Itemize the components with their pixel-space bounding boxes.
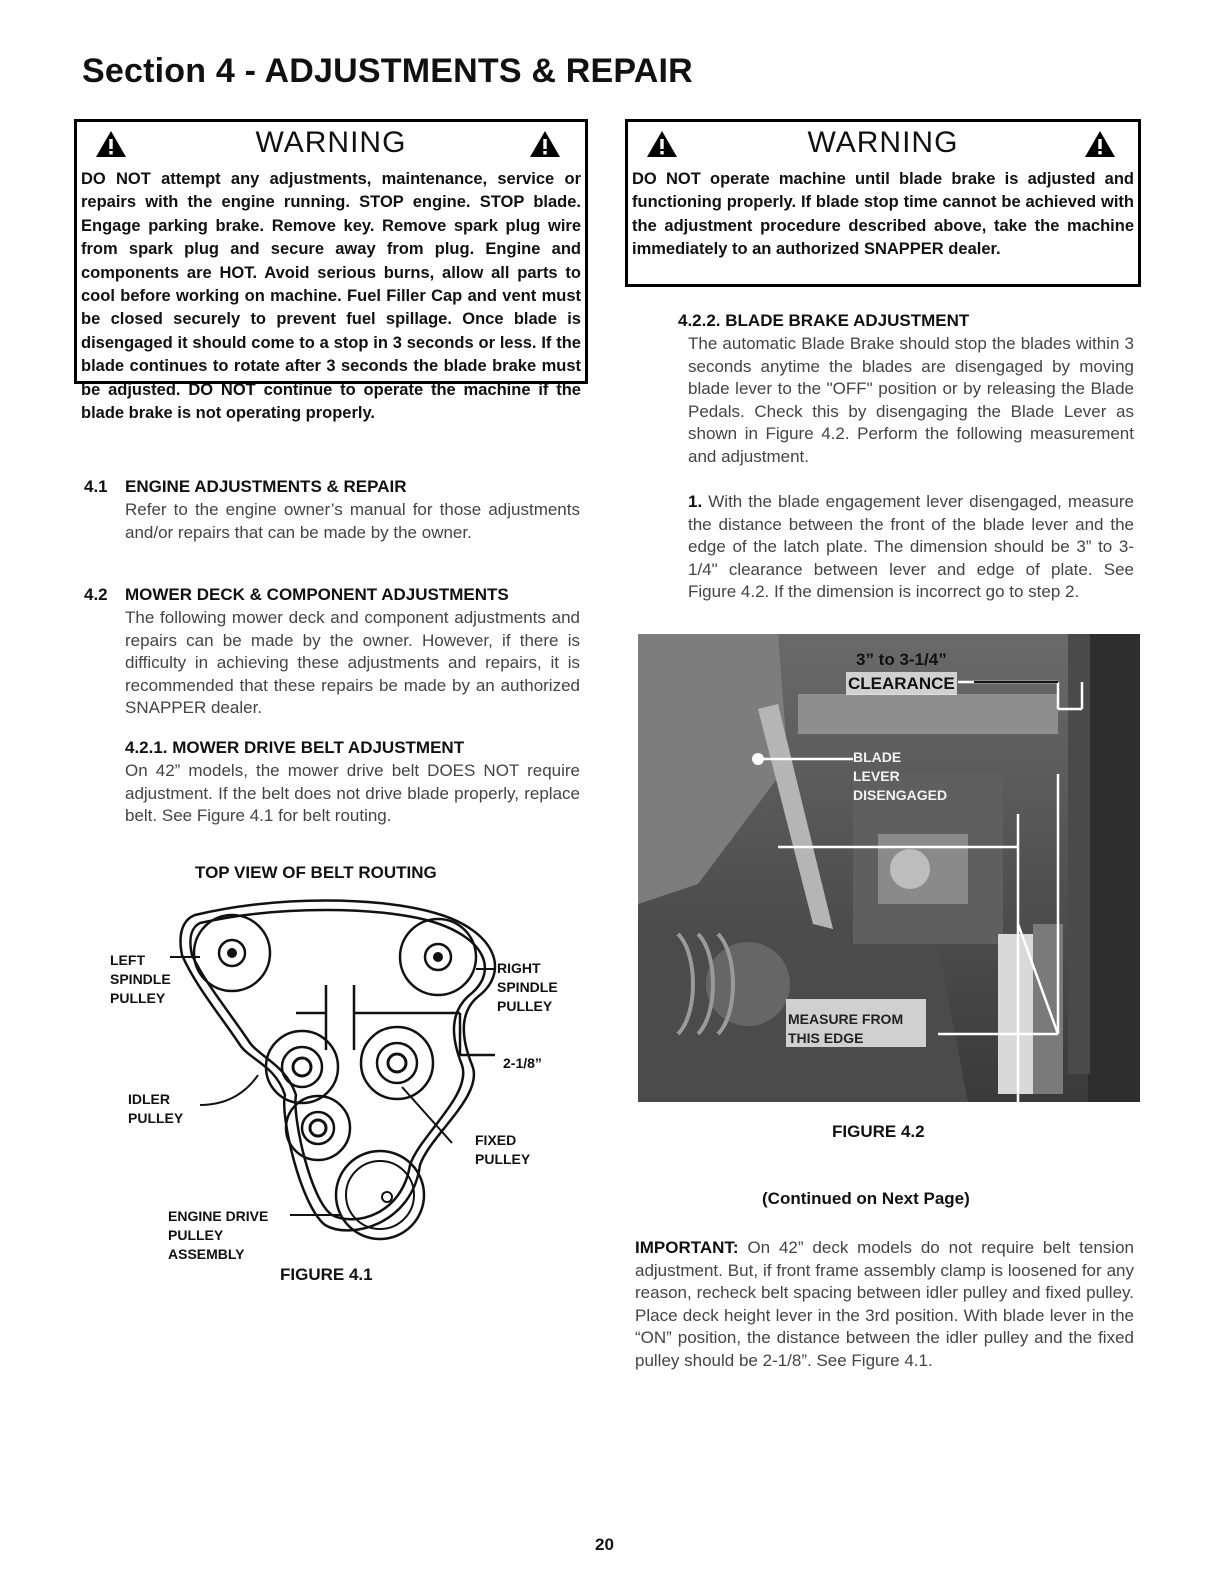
section-4-2-2-text: The automatic Blade Brake should stop the blades within 3 seconds anytime the blades are disengaged by moving blade lever to the "OFF" position or by releasing the Blade Pedals. Check this by disengaging the Blade Lever as shown in Figure 4.2. Perform the following measurement and adjustment. [688,334,1134,466]
page-number: 20 [595,1535,614,1554]
blade-lever-label: BLADE LEVER DISENGAGED [853,749,948,803]
warning-header [81,124,581,168]
section-4-2-text: The following mower deck and component adjustments and repairs can be made by the owner. However, if there is difficulty in achieving these adjustments and repairs, it is recommended that these repairs be made by an authorized SNAPPER dealer. [125,608,580,718]
step-1 [688,491,1134,604]
section-4-1-title: ENGINE ADJUSTMENTS & REPAIR [125,477,407,496]
warning-text: DO NOT operate machine until blade brake is adjusted and functioning properly. If blade stop time cannot be achieved with the adjustment procedure described above, take the machine immediately to an authorized SNAPPER dealer. [632,170,1134,259]
left-spindle-pulley [194,915,270,991]
clearance-label: 3” to 3-1/4” [856,650,947,669]
section-4-2-2-title: 4.2.2. BLADE BRAKE ADJUSTMENT [678,311,970,330]
section-4-2-1-text: On 42” models, the mower drive belt DOES NOT require adjustment. If the belt does not drive blade properly, replace belt. See Figure 4.1 for belt routing. [125,761,580,826]
warning-box-right [625,119,1141,287]
section-4-1-number: 4.1 [84,477,108,496]
fixed-pulley-label: FIXED PULLEY [475,1132,531,1167]
spacing-label: 2-1/8” [503,1055,542,1071]
fixed-pulley [361,1027,433,1099]
figure-4-2-caption: FIGURE 4.2 [832,1122,925,1141]
section-4-2-1-title: 4.2.1. MOWER DRIVE BELT ADJUSTMENT [125,738,465,757]
right-spindle-label: RIGHT SPINDLE PULLEY [497,960,558,1014]
measure-edge-label: MEASURE FROM THIS EDGE [788,1011,904,1046]
warning-box-left [74,119,588,423]
section-4-2-number: 4.2 [84,585,108,604]
page-title: Section 4 - ADJUSTMENTS & REPAIR [82,52,693,90]
warning-triangle-icon [529,130,561,158]
right-spindle-pulley [400,919,476,995]
warning-title: WARNING [807,126,959,159]
section-4-2-title: MOWER DECK & COMPONENT ADJUSTMENTS [125,585,509,604]
step-text: With the blade engagement lever disengaged, measure the distance between the front of the blade lever and the edge of the latch plate. The dimension should be 3” to 3-1/4" clearance between lever and edge of plate. See Figure 4.2. If the dimension is incorrect go to step 2. [688,492,1134,602]
important-label: IMPORTANT: [635,1238,739,1257]
left-spindle-label: LEFT SPINDLE PULLEY [110,952,171,1006]
section-4-1-text: Refer to the engine owner’s manual for those adjustments and/or repairs that can be made by the owner. [125,500,580,542]
warning-text: DO NOT attempt any adjustments, maintenance, service or repairs with the engine running. STOP engine. STOP blade. Engage parking brake. Remove key. Remove spark plug wire from spark plug and secure away from plug. Engine and components are HOT. Avoid serious burns, allow all parts to cool before working on machine. Fuel Filler Cap and vent must be closed securely to prevent fuel spillage. Once blade is disengaged it should come to a stop in 3 seconds or less. If the blade continues to rotate after 3 seconds the blade brake must be adjusted. DO NOT continue to operate the machine if the blade brake is not operating properly. [81,170,581,423]
idler-pulley-label: IDLER PULLEY [128,1091,184,1126]
clearance-label-2: CLEARANCE [848,674,955,693]
figure-4-1-heading: TOP VIEW OF BELT ROUTING [195,863,437,882]
center-pulley [286,1096,350,1160]
step-number: 1. [688,492,703,511]
warning-title: WARNING [255,126,407,159]
figure-4-1-caption: FIGURE 4.1 [280,1265,373,1284]
important-text: On 42” deck models do not require belt tension adjustment. But, if front frame assembly clamp is loosened for any reason, recheck belt spacing between idler pulley and fixed pulley. Place deck height lever in the 3rd position. With blade lever in the “ON” position, the distance between the idler pulley and the fixed pulley should be 2-1/8”. See Figure 4.1. [635,1238,1134,1370]
continued-note: (Continued on Next Page) [762,1189,970,1208]
warning-triangle-icon [1084,130,1116,158]
engine-drive-pulley-label: ENGINE DRIVE PULLEY ASSEMBLY [168,1208,269,1262]
warning-header [632,124,1134,168]
important-note [635,1237,1134,1373]
